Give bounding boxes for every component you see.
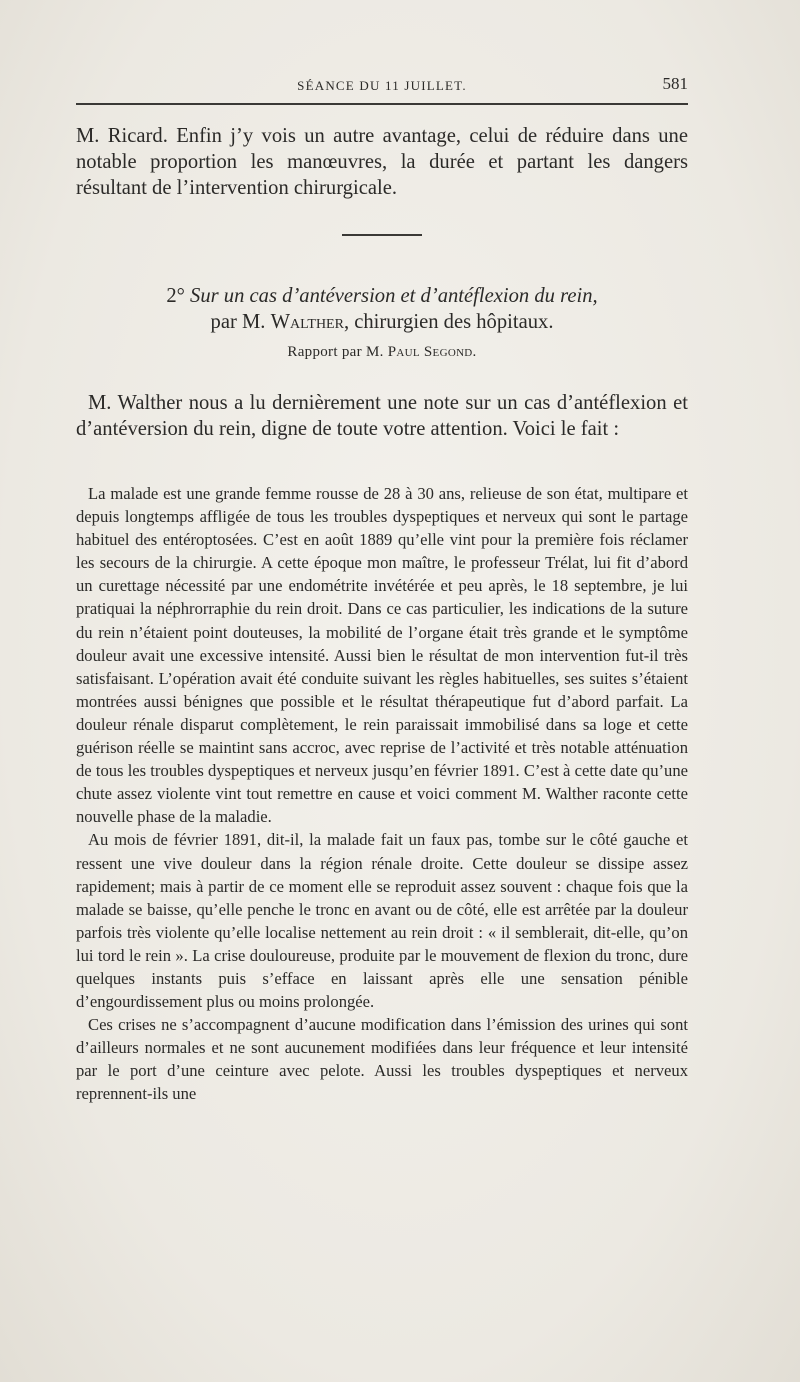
page-number: 581	[662, 74, 688, 93]
opening-text	[76, 123, 688, 201]
opening-paragraph: M. Ricard. Enfin j’y vois un autre avantage, celui de réduire dans une notable proportion les manœuvres, la durée et partant les dangers résultant de l’intervention chirurgicale.	[76, 125, 688, 199]
case-paragraph: Ces crises ne s’accompagnent d’aucune modification dans l’émission des urines qui sont d’ailleurs normales et ne sont aucunement modifiées dans leur fréquence et leur intensité par le port d’une ceinture avec pelote. Aussi les troubles dyspeptiques et nerveux reprennent-ils une	[76, 1015, 688, 1104]
section-number: 2°	[166, 285, 185, 307]
case-text	[76, 482, 688, 1106]
section-heading	[76, 283, 688, 335]
intro-paragraph: M. Walther nous a lu dernièrement une note sur un cas d’antéflexion et d’antéversion du rein, digne de toute votre attention. Voici le fait :	[76, 392, 688, 440]
case-paragraph: Au mois de février 1891, dit-il, la malade fait un faux pas, tombe sur le côté gauche et ressent une vive douleur dans la région rénale droite. Cette douleur se dissipe assez rapidement; mais à partir de ce moment elle se reproduit assez souvent : chaque fois que la malade se baisse, qu’elle penche le tronc en avant ou de côté, elle est arrêtée par la douleur parfois très violente qu’elle localise nettement au rein droit : « il semblerait, dit-elle, qu’on lui tord le rein ». La crise douloureuse, produite par le mouvement de flexion du tronc, dure quelques instants puis s’efface en laissant après elle une sensation pénible d’engourdissement plus ou moins prolongée.	[76, 830, 688, 1012]
report-line	[76, 344, 688, 361]
page-header	[76, 74, 688, 98]
intro-text	[76, 390, 688, 442]
byline-suffix: , chirurgien des hôpitaux.	[343, 311, 554, 333]
header-rule	[76, 103, 688, 105]
section-divider	[342, 234, 422, 236]
byline-prefix: par M.	[210, 311, 266, 333]
report-author: Paul Segond.	[387, 344, 477, 360]
section-title: Sur un cas d’antéversion et d’antéflexion du rein,	[190, 285, 598, 307]
report-prefix: Rapport par M.	[287, 344, 384, 360]
running-title: SÉANCE DU 11 JUILLET.	[297, 78, 467, 93]
author-name: Walther	[270, 311, 344, 333]
case-paragraph: La malade est une grande femme rousse de 28 à 30 ans, relieuse de son état, multipare et depuis longtemps affligée de tous les troubles dyspeptiques et nerveux qui sont le partage habituel des entéroptosées. C’est en août 1889 qu’elle vint pour la première fois réclamer les secours de la chirurgie. A cette époque mon maître, le professeur Trélat, lui fit d’abord un curettage nécessité par une endométrite invétérée et peu après, le 18 septembre, je lui pratiquai la néphrorraphie du rein droit. Dans ce cas particulier, les indications de la suture du rein n’étaient point douteuses, la mobilité de l’organe était très grande et le symptôme douleur avait une excessive intensité. Aussi bien le résultat de mon intervention fut-il très satisfaisant. L’opération avait été conduite suivant les règles habituelles, ses suites s’étaient montrées aussi bénignes que possible et le résultat thérapeutique fut d’abord parfait. La douleur rénale disparut complètement, le rein paraissait immobilisé dans sa loge et cette guérison réelle se maintint sans accroc, avec reprise de l’activité et très notable atténuation de tous les troubles dyspeptiques et nerveux jusqu’en février 1891. C’est à cette date qu’une chute assez violente vint tout remettre en cause et voici comment M. Walther raconte cette nouvelle phase de la maladie.	[76, 484, 688, 827]
